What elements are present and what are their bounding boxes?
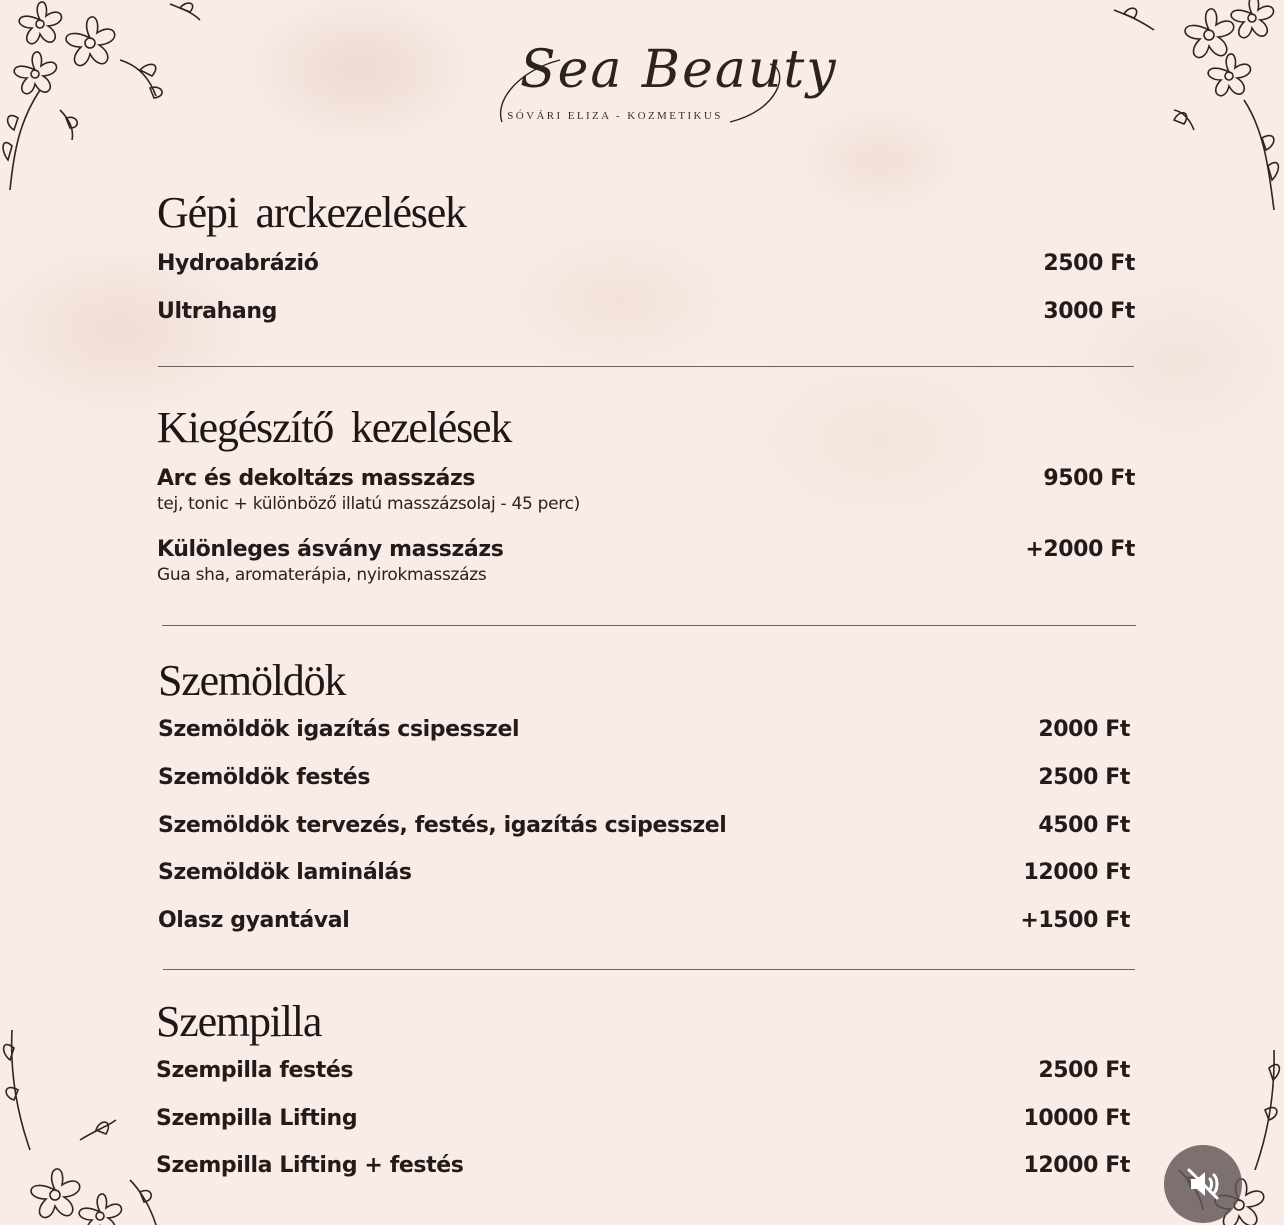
- list-item: [157, 299, 1135, 333]
- service-price: 10000 Ft: [1023, 1106, 1130, 1131]
- service-price: 12000 Ft: [1023, 860, 1130, 885]
- floral-corner-icon: [0, 0, 210, 200]
- service-name: Szemöldök igazítás csipesszel: [158, 717, 520, 742]
- section-divider: [163, 969, 1135, 970]
- service-price: +2000 Ft: [1025, 537, 1135, 562]
- service-price: 2500 Ft: [1038, 765, 1130, 790]
- service-price: 9500 Ft: [1043, 466, 1135, 491]
- list-item: [157, 537, 1135, 593]
- list-item: [157, 466, 1135, 522]
- service-name: Arc és dekoltázs masszázs: [157, 466, 476, 491]
- floral-corner-icon: [1084, 0, 1284, 215]
- service-name: Szempilla Lifting: [156, 1106, 358, 1131]
- service-name: Szempilla festés: [156, 1058, 354, 1083]
- floral-corner-icon: [0, 1030, 175, 1225]
- service-name: Szemöldök tervezés, festés, igazítás csipesszel: [158, 813, 727, 838]
- service-name: Ultrahang: [157, 299, 277, 324]
- service-name: Szempilla Lifting + festés: [156, 1153, 464, 1178]
- section-title: Szemöldök: [158, 656, 346, 705]
- list-item: [158, 765, 1130, 799]
- list-item: [158, 813, 1130, 847]
- section-title: Kiegészítő kezelések: [157, 403, 512, 452]
- brand-name: Sea Beauty: [520, 40, 838, 100]
- service-price: 2000 Ft: [1038, 717, 1130, 742]
- service-price: 2500 Ft: [1038, 1058, 1130, 1083]
- brand-tagline: SÓVÁRI ELIZA - KOZMETIKUS: [507, 110, 723, 122]
- list-item: [156, 1153, 1130, 1187]
- section-title: Szempilla: [156, 997, 322, 1046]
- service-name: Szemöldök laminálás: [158, 860, 412, 885]
- section-title: Gépi arckezelések: [157, 188, 466, 237]
- list-item: [158, 717, 1130, 751]
- service-price: 2500 Ft: [1043, 251, 1135, 276]
- list-item: [157, 251, 1135, 285]
- service-name: Hydroabrázió: [157, 251, 319, 276]
- service-name: Különleges ásvány masszázs: [157, 537, 504, 562]
- service-price: 12000 Ft: [1023, 1153, 1130, 1178]
- speaker-muted-icon: [1183, 1164, 1223, 1204]
- service-price: 4500 Ft: [1038, 813, 1130, 838]
- section-divider: [158, 366, 1134, 367]
- list-item: [156, 1106, 1130, 1140]
- service-name: Olasz gyantával: [158, 908, 350, 933]
- brand-logo: [490, 30, 838, 140]
- service-price: 3000 Ft: [1043, 299, 1135, 324]
- list-item: [158, 860, 1130, 894]
- service-price: +1500 Ft: [1020, 908, 1130, 933]
- section-divider: [162, 625, 1136, 626]
- service-description: tej, tonic + különböző illatú masszázsolaj - 45 perc): [157, 494, 580, 514]
- mute-button[interactable]: [1164, 1145, 1242, 1223]
- service-description: Gua sha, aromaterápia, nyirokmasszázs: [157, 565, 487, 585]
- service-name: Szemöldök festés: [158, 765, 371, 790]
- list-item: [156, 1058, 1130, 1092]
- list-item: [158, 908, 1130, 942]
